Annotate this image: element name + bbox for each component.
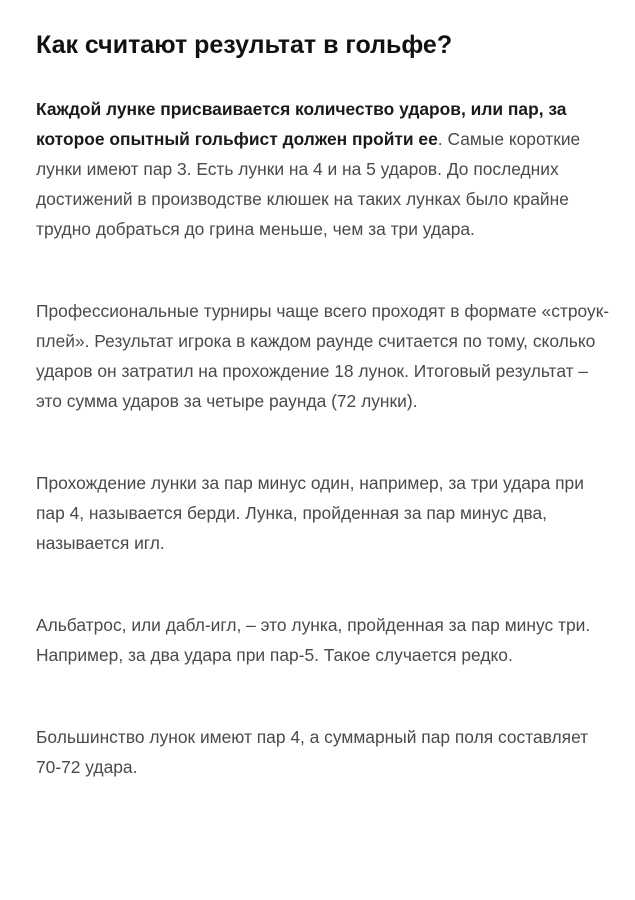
article-title: Как считают результат в гольфе?: [36, 31, 453, 59]
paragraph-stroke-play: [36, 296, 613, 416]
paragraph-text: . Самые короткие лунки имеют пар 3. Есть лунки на 4 и на 5 ударов. До последних достижений в производстве клюшек на таких лунках было крайне трудно добраться до грина меньше, чем за три удара.: [36, 129, 581, 239]
paragraph-text: Профессиональные турниры чаще всего проходят в формате «строук-плей». Результат игрока в каждом раунде считается по тому, сколько ударов он затратил на прохождение 18 лунок. Итоговый результат – это сумма ударов за четыре раунда (72 лунки).: [36, 301, 610, 411]
paragraph-birdie-eagle: [36, 468, 613, 558]
paragraph-albatross: [36, 610, 613, 670]
paragraph-text: Прохождение лунки за пар минус один, например, за три удара при пар 4, называется берди. Лунка, пройденная за пар минус два, называется игл.: [36, 473, 584, 553]
paragraph-lead-bold: Каждой лунке присваивается количество ударов, или пар, за которое опытный гольфист должен пройти ее: [36, 99, 567, 149]
paragraph-text: Большинство лунок имеют пар 4, а суммарный пар поля составляет 70-72 удара.: [36, 727, 589, 777]
paragraph-text: Альбатрос, или дабл-игл, – это лунка, пройденная за пар минус три. Например, за два удара при пар-5. Такое случается редко.: [36, 615, 591, 665]
paragraph-course-par: [36, 722, 613, 782]
paragraph-scoring-par: [36, 94, 613, 244]
